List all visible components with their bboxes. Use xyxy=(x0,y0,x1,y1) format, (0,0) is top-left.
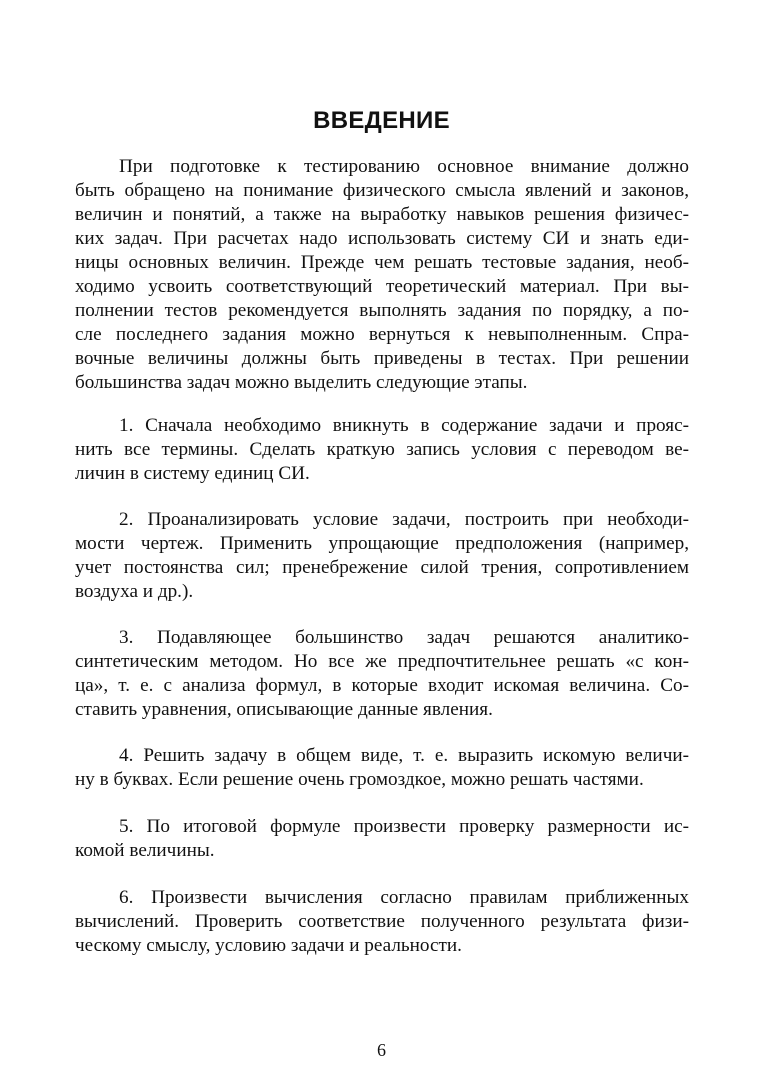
paragraph-line: быть обращено на понимание физического смысла явлений и законов, xyxy=(75,180,689,201)
paragraph-line: 6. Произвести вычисления согласно правилам приближенных xyxy=(119,887,689,908)
paragraph-line: вочные величины должны быть приведены в тестах. При решении xyxy=(75,348,689,369)
page-title: ВВЕДЕНИЕ xyxy=(313,107,450,134)
paragraph-line: синтетическим методом. Но все же предпочтительнее решать «с кон- xyxy=(75,651,689,672)
paragraph-line: большинства задач можно выделить следующие этапы. xyxy=(75,372,528,393)
paragraph-line: сле последнего задания можно вернуться к невыполненным. Спра- xyxy=(75,324,689,345)
paragraph-line: ходимо усвоить соответствующий теоретический материал. При вы- xyxy=(75,276,689,297)
paragraph-line: воздуха и др.). xyxy=(75,581,194,602)
paragraph-line: 1. Сначала необходимо вникнуть в содержание задачи и прояс- xyxy=(119,415,689,436)
paragraph-line: вычислений. Проверить соответствие полученного результата физи- xyxy=(75,911,689,932)
paragraph-line: ставить уравнения, описывающие данные явления. xyxy=(75,699,493,720)
paragraph-line: 4. Решить задачу в общем виде, т. е. выразить искомую величи- xyxy=(119,745,689,766)
paragraph-line: нить все термины. Сделать краткую запись условия с переводом ве- xyxy=(75,439,689,460)
paragraph-line: 5. По итоговой формуле произвести проверку размерности ис- xyxy=(119,816,689,837)
paragraph-line: ческому смыслу, условию задачи и реальности. xyxy=(75,935,462,956)
paragraph-line: мости чертеж. Применить упрощающие предположения (например, xyxy=(75,533,689,554)
paragraph-line: ких задач. При расчетах надо использовать систему СИ и знать еди- xyxy=(75,228,689,249)
paragraph-line: полнении тестов рекомендуется выполнять задания по порядку, а по- xyxy=(75,300,689,321)
paragraph-line: ну в буквах. Если решение очень громоздкое, можно решать частями. xyxy=(75,769,644,790)
paragraph-line: ницы основных величин. Прежде чем решать тестовые задания, необ- xyxy=(75,252,689,273)
paragraph-line: комой величины. xyxy=(75,840,215,861)
paragraph-line: 3. Подавляющее большинство задач решаются аналитико- xyxy=(119,627,689,648)
page-number: 6 xyxy=(377,1040,386,1060)
paragraph-line: ца», т. е. с анализа формул, в которые входит искомая величина. Со- xyxy=(75,675,689,696)
paragraph-line: 2. Проанализировать условие задачи, построить при необходи- xyxy=(119,509,689,530)
paragraph-line: величин и понятий, а также на выработку навыков решения физичес- xyxy=(75,204,689,225)
paragraph-line: При подготовке к тестированию основное внимание должно xyxy=(119,156,689,177)
paragraph-line: личин в систему единиц СИ. xyxy=(75,463,310,484)
paragraph-line: учет постоянства сил; пренебрежение силой трения, сопротивлением xyxy=(75,557,689,578)
